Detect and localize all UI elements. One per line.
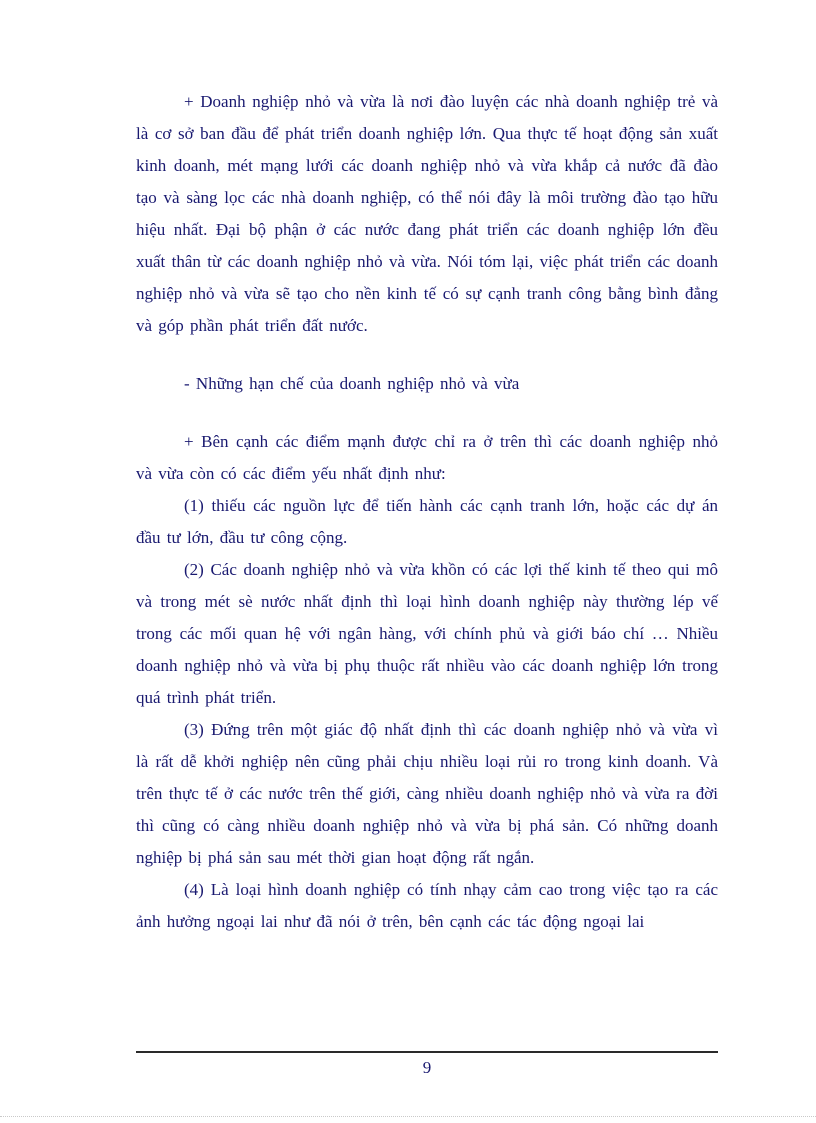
paragraph-weakness-3: (3) Đứng trên một giác độ nhất định thì các doanh nghiệp nhỏ và vừa vì là rất dễ khởi nghiệp nên cũng phải chịu nhiều loại rủi ro trong kinh doanh. Và trên thực tế ở các nước trên thế giới, càng nhiều doanh nghiệp nhỏ và vừa ra đời thì cũng có càng nhiều doanh nghiệp nhỏ và vừa bị phá sản. Có những doanh nghiệp bị phá sản sau mét thời gian hoạt động rất ngắn. — [136, 720, 718, 867]
page-footer — [136, 1051, 718, 1081]
page-number: 9 — [422, 1058, 432, 1077]
page-body-text — [136, 86, 718, 938]
paragraph-weakness-2: (2) Các doanh nghiệp nhỏ và vừa khồn có các lợi thế kinh tế theo qui mô và trong mét sè nước nhất định thì loại hình doanh nghiệp này thường lép vế trong các mối quan hệ với ngân hàng, với chính phủ và giới báo chí … Nhiều doanh nghiệp nhỏ và vừa bị phụ thuộc rất nhiều vào các doanh nghiệp lớn trong quá trình phát triển. — [136, 560, 718, 707]
page-boundary-dotted-line — [0, 1116, 816, 1117]
paragraph-weaknesses-intro: + Bên cạnh các điểm mạnh được chỉ ra ở trên thì các doanh nghiệp nhỏ và vừa còn có các điểm yếu nhất định như: — [136, 432, 718, 483]
paragraph-limitations-heading: - Những hạn chế của doanh nghiệp nhỏ và vừa — [184, 374, 520, 393]
footer-rule — [136, 1051, 718, 1053]
paragraph-strength-summary: + Doanh nghiệp nhỏ và vừa là nơi đào luyện các nhà doanh nghiệp trẻ và là cơ sở ban đầu để phát triển doanh nghiệp lớn. Qua thực tế hoạt động sản xuất kinh doanh, mét mạng lưới các doanh nghiệp nhỏ và vừa khắp cả nước đã đào tạo và sàng lọc các nhà doanh nghiệp, có thể nói đây là môi trường đào tạo hữu hiệu nhất. Đại bộ phận ở các nước đang phát triển các doanh nghiệp lớn đều xuất thân từ các doanh nghiệp nhỏ và vừa. Nói tóm lại, việc phát triển các doanh nghiệp nhỏ và vừa sẽ tạo cho nền kinh tế có sự cạnh tranh công bằng bình đẳng và góp phần phát triển đất nước. — [136, 92, 718, 335]
paragraph-weakness-1: (1) thiếu các nguồn lực để tiến hành các cạnh tranh lớn, hoặc các dự án đầu tư lớn, đầu tư công cộng. — [136, 496, 718, 547]
paragraph-weakness-4: (4) Là loại hình doanh nghiệp có tính nhạy cảm cao trong việc tạo ra các ảnh hưởng ngoại lai như đã nói ở trên, bên cạnh các tác động ngoại lai — [136, 880, 718, 931]
